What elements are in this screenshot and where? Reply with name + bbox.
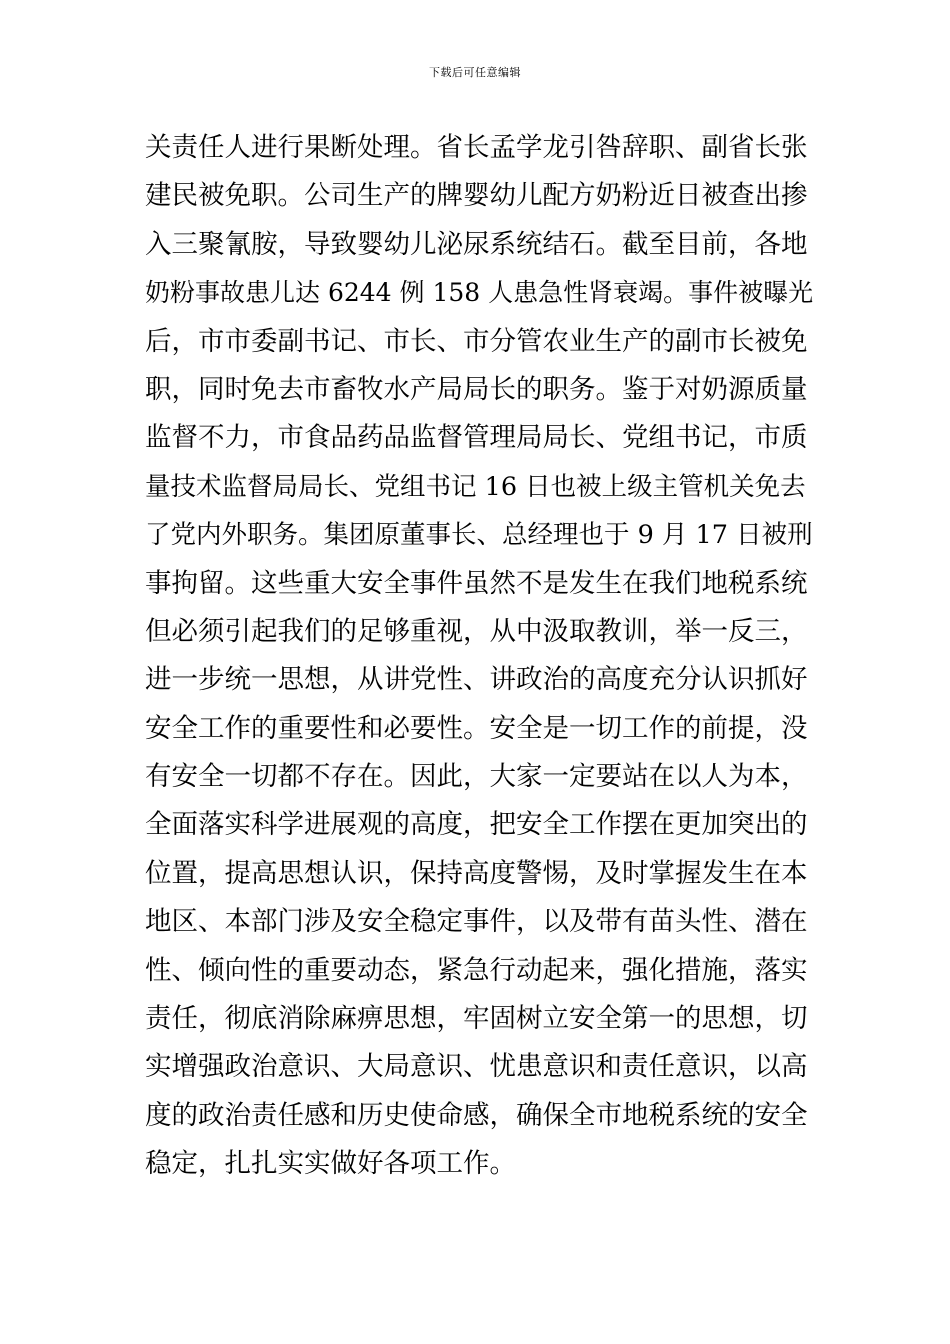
text-line: 了党内外职务。集团原董事长、总经理也于 9 月 17 日被刑	[145, 520, 813, 551]
text-line: 实增强政治意识、大局意识、忧患意识和责任意识，以高	[145, 1051, 808, 1083]
text-line: 性、倾向性的重要动态，紧急行动起来，强化措施，落实	[145, 954, 808, 986]
text-line: 后，市市委副书记、市长、市分管农业生产的副市长被免	[145, 325, 808, 357]
text-line: 进一步统一思想，从讲党性、讲政治的高度充分认识抓好	[145, 664, 808, 696]
text-line: 入三聚氰胺，导致婴幼儿泌尿系统结石。截至目前，各地	[145, 228, 808, 260]
text-line: 度的政治责任感和历史使命感，确保全市地税系统的安全	[145, 1099, 808, 1131]
text-line: 建民被免职。公司生产的牌婴幼儿配方奶粉近日被查出掺	[145, 180, 808, 212]
text-line: 职，同时免去市畜牧水产局局长的职务。鉴于对奶源质量	[145, 373, 808, 405]
text-line: 稳定，扎扎实实做好各项工作。	[145, 1148, 516, 1180]
page-header: 下载后可任意编辑	[429, 66, 521, 79]
text-line: 监督不力，市食品药品监督管理局局长、党组书记，市质	[145, 422, 808, 454]
text-line: 安全工作的重要性和必要性。安全是一切工作的前提，没	[145, 712, 808, 744]
text-line: 事拘留。这些重大安全事件虽然不是发生在我们地税系统	[145, 567, 808, 599]
text-line: 全面落实科学进展观的高度，把安全工作摆在更加突出的	[145, 809, 808, 841]
text-line: 奶粉事故患儿达 6244 例 158 人患急性肾衰竭。事件被曝光	[145, 278, 814, 308]
text-line: 量技术监督局局长、党组书记 16 日也被上级主管机关免去	[145, 471, 806, 502]
text-line: 地区、本部门涉及安全稳定事件，以及带有苗头性、潜在	[145, 906, 808, 938]
text-line: 责任，彻底消除麻痹思想，牢固树立安全第一的思想，切	[145, 1003, 808, 1035]
text-line: 关责任人进行果断处理。省长孟学龙引咎辞职、副省长张	[145, 132, 808, 163]
text-line: 但必须引起我们的足够重视，从中汲取教训，举一反三，	[145, 615, 808, 647]
text-line: 位置，提高思想认识，保持高度警惕，及时掌握发生在本	[145, 857, 808, 889]
text-line: 有安全一切都不存在。因此，大家一定要站在以人为本，	[145, 761, 808, 793]
document-body	[145, 124, 817, 1189]
